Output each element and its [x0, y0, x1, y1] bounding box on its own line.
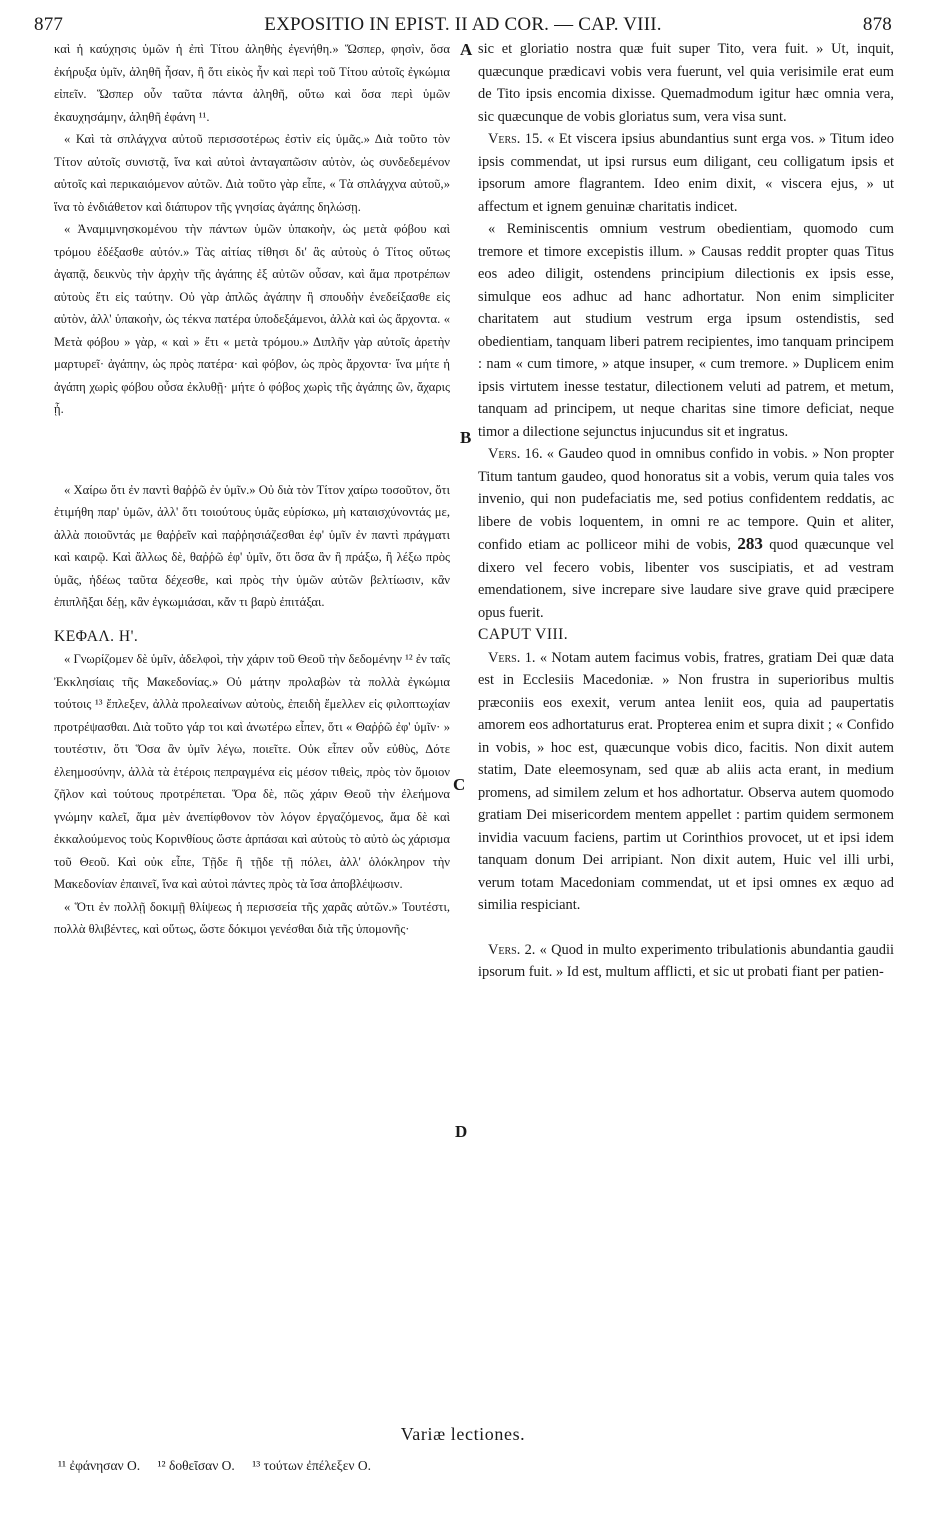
verse-label-16: Vers. 16.	[488, 446, 543, 462]
footnote-11: ¹¹ ἐφάνησαν O.	[58, 1458, 141, 1473]
greek-paragraph-2: « Καὶ τὰ σπλάγχνα αὐτοῦ περισσοτέρως ἐστὶν εἰς ὑμᾶς.» Διὰ τοῦτο τὸν Τίτον αὐτοῖς συνιστᾷ, ἵνα καὶ αὐτοὶ ἀνταγαπῶσιν αὐτὸν, ὡς συνδεδεμένον αὐτοῖς καὶ περικαιόμενον αὐτῶν. Διὰ τοῦτο γὰρ εἶπε, « Τὰ σπλάγχνα αὐτοῦ,» ἵνα τὸ ἐνδιάθετον καὶ διάπυρον τῆς γνησίας ἀγάπης δηλώσῃ.	[54, 132, 450, 214]
page-number-right: 878	[862, 14, 892, 35]
greek-paragraph-4: « Χαίρω ὅτι ἐν παντὶ θαῤῥῶ ἐν ὑμῖν.» Οὐ διὰ τὸν Τίτον χαίρω τοσοῦτον, ὅτι ἐτιμήθη παρ' ὑμῶν, ἀλλ' ὅτι τοιούτους ὑμᾶς εὑρίσκω, μὴ καταισχύνοντάς με, ἀλλὰ ποιοῦντάς με θαῤῥεῖν καὶ παῤῥησιάζεσθαι ἐφ' ὑμῖν ἐν παντὶ πράγματι καὶ καιρῷ. Καὶ ἄλλως δὲ, θαῤῥῶ ἐφ' ὑμῖν, ὅτι ὅσα ἂν ἢ πράξω, ἢ λέξω πρὸς ὑμᾶς, ἡδέως ταῦτα δέχεσθε, καὶ πρὸς τὴν ὑμῶν αὐτῶν βελτίωσιν, κἂν ἐπιπλῆξαι δέῃ, κἂν ἐγκωμιάσαι, κἄν τι βαρὺ ἐπιτάξαι.	[54, 482, 450, 609]
greek-spacer	[54, 421, 450, 479]
variae-lectiones-title: Variæ lectiones.	[400, 1424, 526, 1444]
margin-letter-b: B	[460, 428, 472, 447]
greek-paragraph-6: « Ὅτι ἐν πολλῇ δοκιμῇ θλίψεως ἡ περισσεία τῆς χαρᾶς αὐτῶν.» Τουτέστι, πολλὰ θλιβέντες, καὶ οὕτως, ὥστε δόκιμοι γενέσθαι διὰ τῆς ὑπομονῆς·	[54, 899, 450, 936]
page-number-left: 877	[34, 14, 64, 35]
latin-paragraph-5-text: « Notam autem facimus vobis, fratres, gratiam Dei quæ data est in Ecclesiis Macedoniæ. » Non frustra in superioribus multis præconiis eos exexit, verum antea leniit eos, quia ad paupertatis amorem eos adhortaturus erat. Propterea enim et supra dixit ; « Confido in vobis, » hoc est, quæcunque vobis dico, facitis. Non dixit autem statim, Date eleemosynam, sed quæ ab aliis acta erant, in medium promens, ad similem zelum et hos adhortatur. Observa autem quomodo gratiam Dei misericordem mentem appellet : partim quidem sermonem invidia vacuum faciens, partim ut Corinthios provocet, ut et ipsi idem tanquam donum Dei arripiant. Non dixit autem, Huic vel illi urbi, verum totam Macedoniam commendat, ut et ipsi omnes ex æquo ad similia respiciant.	[478, 649, 894, 913]
latin-column	[478, 38, 894, 984]
latin-paragraph-6	[478, 939, 894, 984]
margin-letter-a: A	[460, 40, 473, 59]
footnote-13: ¹³ τούτων ἐπέλεξεν O.	[252, 1458, 371, 1473]
latin-paragraph-2	[478, 128, 894, 218]
latin-paragraph-4-text-b: quod quæcunque vel dixero vel fecero vobis, libenter vos suscipiatis, et ad vestram emendationem, sive increpare sive laudare sive grave quid præcipere opus fuerit.	[478, 537, 894, 621]
verse-label-15: Vers. 15.	[488, 131, 543, 147]
latin-paragraph-3: « Reminiscentis omnium vestrum obedientiam, quomodo cum tremore et timore excepistis illum. » Causas reddit propter quas Titus eos adeo diligit, ostendens principium dilectionis ex ipsis esse, simulque eos adhuc ad hanc adhortatur. Non enim simpliciter charitatem aut studium vestrum erga ipsum ostendistis, sed obedientiam, tanquam liberi patrem recipientes, imo tanquam principem : nam « cum timore, » atque insuper, « cum tremore. » Duplicem enim ipsis virtutem inesse testatur, dilectionem veluti ad patrem, et metum, tanquam ad principem, ut neque charitas sine timore deficiat, neque timor a dilectione sejunctus injucundus sit et ingratus.	[478, 221, 894, 440]
greek-paragraph-1: καὶ ἡ καύχησις ὑμῶν ἡ ἐπὶ Τίτου ἀληθὴς ἐγενήθη.» Ὥσπερ, φησὶν, ὅσα ἐκήρυξα ὑμῖν, ἀληθῆ ἦσαν, ἢ ὅτι εἰκὸς ἦν καὶ περὶ τοῦ Τίτου αὐτοῖς ἐγκώμια εἰπεῖν. Ὥσπερ οὖν ταῦτα πάντα ἀληθῆ, οὕτω καὶ ὅσα περὶ ὑμῶν ἐκαυχησάμην, ἀληθῆ ἐφάνη ¹¹.	[54, 42, 450, 124]
verse-label-1: Vers. 1.	[488, 649, 536, 666]
verse-label-2: Vers. 2.	[488, 941, 536, 958]
margin-letter-c: C	[453, 775, 466, 794]
greek-column	[54, 38, 450, 941]
latin-paragraph-4	[478, 443, 894, 624]
latin-paragraph-1: sic et gloriatio nostra quæ fuit super Tito, vera fuit. » Ut, inquit, quæcunque prædicavi vobis vera fuerunt, vel quia verisimile erat eum de Tito ipsis encomia dixisse. Quemadmodum igitur hæc omnia vera, sic quæcunque de vobis gloriatus sum, vera visa sunt.	[478, 41, 894, 125]
latin-paragraph-5	[478, 647, 894, 917]
footnotes	[58, 1458, 898, 1474]
greek-chapter-heading: ΚΕΦΑΛ. Η'.	[54, 627, 139, 645]
running-title: EXPOSITIO IN EPIST. II AD COR. — CAP. VIII.	[264, 14, 662, 35]
latin-chapter-heading: CAPUT VIII.	[478, 626, 569, 643]
margin-letter-d: D	[455, 1122, 468, 1141]
latin-paragraph-2-text: « Et viscera ipsius abundantius sunt erga vos. » Titum ideo ipsis commendat, ut ipsi rursus eum diligant, ceu colligatum ipsis et ipsorum amore flagrantem. Ideo enim dixit, « viscera ejus, » ut affectum et ignem genuinæ charitatis indicet.	[478, 131, 894, 215]
greek-paragraph-3: « Ἀναμιμνησκομένου τὴν πάντων ὑμῶν ὑπακοὴν, ὡς μετὰ φόβου καὶ τρόμου ἐδέξασθε αὐτόν.» Τὰς αἰτίας τίθησι δι' ἃς αὐτοὺς ὁ Τίτος οὕτως ἀγαπᾷ, δεικνὺς τὴν ἀρχὴν τῆς ἀγάπης ἐξ αὐτῶν οὖσαν, καὶ ἅμα προτρέπων αὐτοὺς ἔτι εἰς ταύτην. Οὐ γὰρ ἁπλῶς ἀγάπην ἢ σπουδὴν ἐνεδείξασθε εἰς αὐτὸν, ἀλλ' ὑπακοὴν, ὡς τέκνα πατέρα ὑποδεξάμενοι, ἀλλὰ καὶ ὡς ἄρχοντα. « Μετὰ φόβου » γὰρ, « καὶ » ἔτι « μετὰ τρόμου.» Διπλῆν γὰρ αὐτοῖς ἀρετὴν μαρτυρεῖ· ἀγάπην, ὡς πρὸς πατέρα· καὶ φόβον, ὡς πρὸς ἄρχοντα· ἵνα μήτε ἡ ἀγάπη χωρὶς φόβου οὖσα ἐκλυθῇ· μήτε ὁ φόβος χωρὶς τῆς ἀγάπης ὢν, ἄχαρις ᾖ.	[54, 222, 450, 416]
latin-spacer	[478, 917, 894, 939]
latin-paragraph-4-text-a: « Gaudeo quod in omnibus confido in vobis. » Non propter Titum tantum gaudeo, quod honoratus sit a vobis, verum quia tales vos invenio, qui non pudefaciatis me, sed potius confidentem reddatis, ac libere de vobis loquentem, in omni re ac tempore. Quin et aliter, confido etiam ac polliceor mihi de vobis,	[478, 446, 894, 553]
footnote-12: ¹² δοθεῖσαν O.	[157, 1458, 235, 1473]
greek-spacer	[54, 614, 450, 626]
greek-paragraph-5: « Γνωρίζομεν δὲ ὑμῖν, ἀδελφοὶ, τὴν χάριν τοῦ Θεοῦ τὴν δεδομένην ¹² ἐν ταῖς Ἐκκλησίαις τῆς Μακεδονίας.» Οὐ μάτην προλαβὼν τὰ πολλὰ ἐγκώμια τούτοις ¹³ ἔπλεξεν, ἀλλὰ προλεαίνων αὐτοὺς, ἐπειδὴ ἔμελλεν εἰς φιλοπτωχίαν προτρέψασθαι. Διὰ τοῦτο γάρ τοι καὶ ἀνωτέρω εἶπεν, ὅτι « Θαῤῥῶ ἐφ' ὑμῖν· » τουτέστιν, ὅτι Ὅσα ἂν ὑμῖν λέγω, ποιεῖτε. Οὐκ εἶπεν οὖν εὐθὺς, Δότε ἐλεημοσύνην, ἀλλὰ τὰ ἑτέροις πεπραγμένα εἰς μέσον τιθεὶς, πρὸς τὸν ὅμοιον ζῆλον καὶ τούτους προτρέπεται. Ὅρα δὲ, πῶς χάριν Θεοῦ τὴν ἐλεήμονα γνώμην καλεῖ, ἅμα μὲν ἀνεπίφθονον τὸν λόγον ἐργαζόμενος, ἅμα δὲ καὶ ἐκκαλούμενος τοὺς Κορινθίους ὥστε ἁρπάσαι καὶ αὐτοὺς τὸ αὐτὸ ὡς χάρισμα τοῦ Θεοῦ. Καὶ οὐκ εἶπε, Τῇδε ἢ τῇδε τῇ πόλει, ἀλλ' ὁλόκληρον τὴν Μακεδονίαν ἐπαινεῖ, ἵνα καὶ αὐτοὶ πάντες πρὸς τὰ ἴσα ἀποβλέψωσιν.	[54, 652, 450, 891]
latin-paragraph-6-text: « Quod in multo experimento tribulationis abundantia gaudii ipsorum fuit. » Id est, multum afflicti, et sic ut probati fiant per patien-	[478, 941, 894, 980]
column-number: 283	[737, 534, 763, 553]
